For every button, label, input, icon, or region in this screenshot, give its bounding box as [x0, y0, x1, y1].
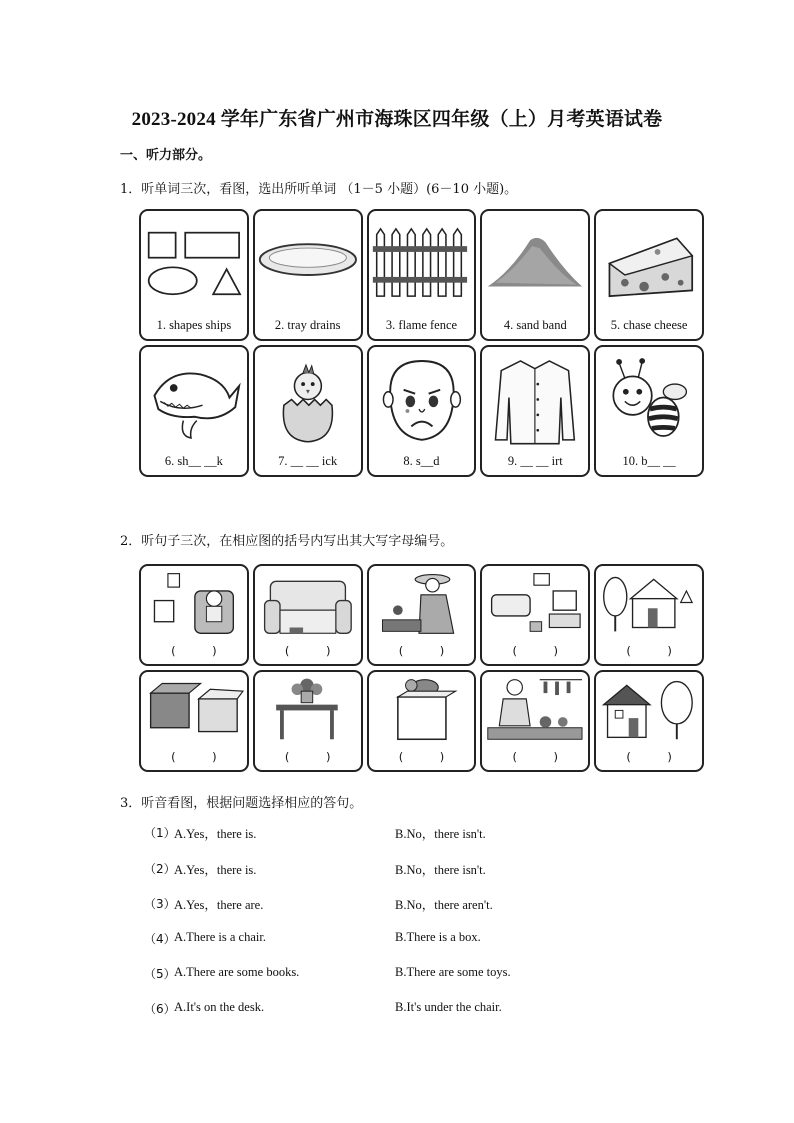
- q3-option-a[interactable]: A.Yes，there are.: [174, 898, 264, 912]
- q3-option-b[interactable]: B.No，there isn't.: [395, 863, 486, 877]
- q1-item-3: [367, 209, 477, 341]
- q3-option-b[interactable]: B.No，there aren't.: [395, 898, 493, 912]
- q3-option-number: （4）: [144, 932, 176, 946]
- q3-option-a[interactable]: A.There is a chair.: [174, 930, 266, 944]
- q1-item-caption: 3. flame fence: [385, 318, 458, 332]
- q2-item-7: [253, 670, 363, 772]
- q1-item-9: [480, 345, 590, 477]
- q1-item-caption: 2. tray drains: [274, 318, 341, 332]
- question-3-text: 3．听音看图，根据问题选择相应的答句。: [120, 796, 363, 811]
- q2-answer-blank[interactable]: ( ): [398, 644, 445, 658]
- q3-option-number: （3）: [144, 897, 176, 911]
- q2-item-3: [367, 564, 477, 666]
- q3-option-a[interactable]: A.Yes，there is.: [174, 863, 257, 877]
- section-heading-listening: 一、听力部分。: [120, 148, 212, 163]
- q3-option-a[interactable]: A.Yes，there is.: [174, 827, 257, 841]
- q3-option-number: （5）: [144, 967, 176, 981]
- question-1-picture-grid: [139, 209, 704, 477]
- q2-item-4: [480, 564, 590, 666]
- question-1-text: 1．听单词三次，看图，选出所听单词 （1－5 小题）(6－10 小题)。: [120, 182, 518, 197]
- q1-item-6: [139, 345, 249, 477]
- q1-item-2: [253, 209, 363, 341]
- q2-answer-blank[interactable]: ( ): [512, 644, 559, 658]
- q2-item-1: [139, 564, 249, 666]
- q1-item-caption: 9. __ __ irt: [507, 454, 563, 468]
- q1-item-1: [139, 209, 249, 341]
- q1-item-caption: 5. chase cheese: [610, 318, 688, 332]
- q2-answer-blank[interactable]: ( ): [171, 750, 217, 764]
- q1-item-10: [594, 345, 704, 477]
- q3-option-number: （2）: [144, 862, 176, 876]
- q2-item-10: [594, 670, 704, 772]
- q3-option-number: （6）: [144, 1002, 176, 1016]
- q2-answer-blank[interactable]: ( ): [284, 750, 331, 764]
- q3-option-b[interactable]: B.No，there isn't.: [395, 827, 486, 841]
- q2-item-2: [253, 564, 363, 666]
- q2-answer-blank[interactable]: ( ): [626, 644, 672, 658]
- q2-item-6: [139, 670, 249, 772]
- q2-answer-blank[interactable]: ( ): [626, 750, 672, 764]
- q3-option-a[interactable]: A.There are some books.: [174, 965, 300, 979]
- q2-answer-blank[interactable]: ( ): [398, 750, 445, 764]
- page-title: 2023-2024 学年广东省广州市海珠区四年级（上）月考英语试卷: [131, 109, 663, 130]
- q3-option-a[interactable]: A.It's on the desk.: [174, 1000, 265, 1014]
- q1-item-5: [594, 209, 704, 341]
- question-2-picture-grid: [139, 564, 704, 772]
- question-2-text: 2．听句子三次，在相应图的括号内写出其大写字母编号。: [120, 534, 454, 549]
- q1-item-8: [367, 345, 477, 477]
- q1-item-caption: 1. shapes ships: [156, 318, 232, 332]
- q1-item-7: [253, 345, 363, 477]
- q2-answer-blank[interactable]: ( ): [284, 644, 331, 658]
- q1-item-caption: 8. s__d: [403, 454, 440, 468]
- q2-item-5: [594, 564, 704, 666]
- q1-item-4: [480, 209, 590, 341]
- q2-item-9: [480, 670, 590, 772]
- q2-item-8: [367, 670, 477, 772]
- q3-option-number: （1）: [144, 826, 176, 840]
- q3-option-b[interactable]: B.It's under the chair.: [395, 1000, 502, 1014]
- q1-item-caption: 6. sh__ __k: [164, 454, 223, 468]
- q1-item-caption: 10. b__ __: [622, 454, 676, 468]
- q2-answer-blank[interactable]: ( ): [171, 644, 217, 658]
- q3-option-b[interactable]: B.There is a box.: [395, 930, 481, 944]
- q3-option-b[interactable]: B.There are some toys.: [395, 965, 511, 979]
- q2-answer-blank[interactable]: ( ): [512, 750, 559, 764]
- q1-item-caption: 7. __ __ ick: [278, 454, 338, 468]
- q1-item-caption: 4. sand band: [503, 318, 567, 332]
